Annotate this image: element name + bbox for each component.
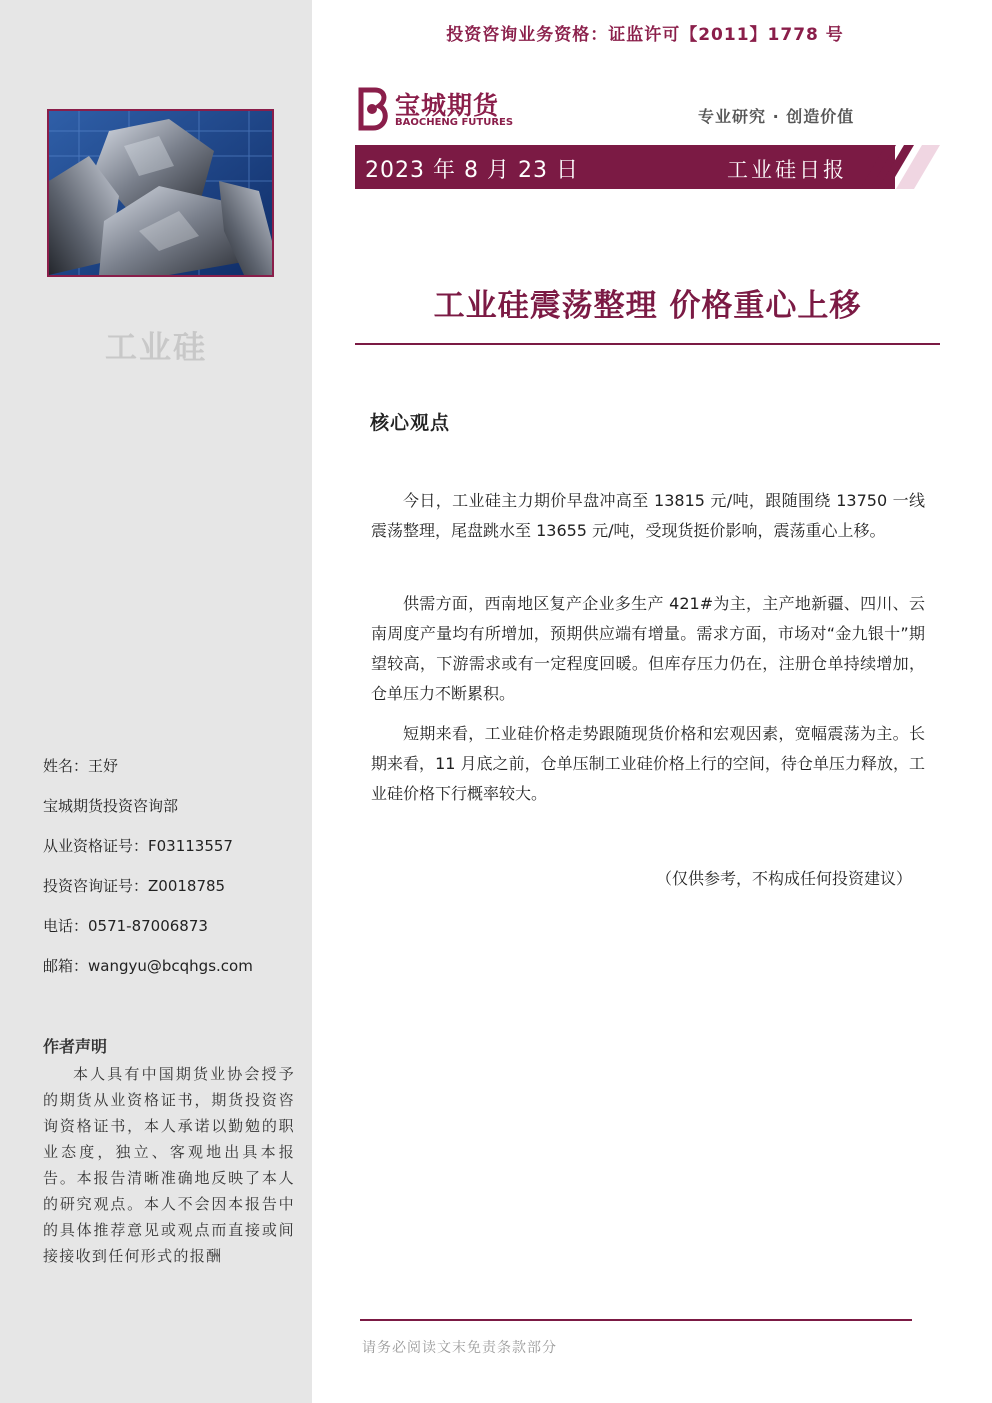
report-headline: 工业硅震荡整理 价格重心上移 [433,288,862,324]
silicon-product-image [47,109,274,277]
company-slogan: 专业研究 · 创造价值 [698,107,855,126]
logo-english-name: BAOCHENG FUTURES [395,117,514,128]
date-banner [355,145,895,189]
report-type: 工业硅日报 [727,158,847,182]
analyst-email[interactable]: 邮箱：wangyu@bcqhgs.com [43,957,253,975]
practitioner-license: 从业资格证号：F03113557 [43,837,233,855]
footer-divider [360,1319,912,1321]
banner-stripes-decoration [860,145,940,189]
paragraph-outlook: 短期来看，工业硅价格走势跟随现货价格和宏观因素，宽幅震荡为主。长期来看，11 月底之前，仓单压制工业硅价格上行的空间，待仓单压力释放，工业硅价格下行概率较大。 [371,724,925,803]
product-title: 工业硅 [104,328,207,366]
declaration-body: 本人具有中国期货业协会授予的期货从业资格证书，期货投资咨询资格证书，本人承诺以勤勉的职业态度，独立、客观地出具本报告。本报告清晰准确地反映了本人的研究观点。本人不会因本报告中的具体推荐意见或观点而直接或间接接收到任何形式的报酬 [43,1065,295,1265]
analyst-contact [43,754,253,994]
analyst-name: 姓名：王妤 [43,757,119,775]
license-statement: 投资咨询业务资格：证监许可【2011】1778 号 [446,25,844,45]
baocheng-logo-icon [355,86,391,132]
company-logo [355,86,525,134]
silicon-rocks-illustration [49,111,272,275]
analyst-department: 宝城期货投资咨询部 [43,797,179,815]
investment-disclaimer: （仅供参考，不构成任何投资建议） [656,869,913,888]
paragraph-supply-demand: 供需方面，西南地区复产企业多生产 421#为主，主产地新疆、四川、云南周度产量均有所增加，预期供应端有增量。需求方面，市场对“金九银十”期望较高，下游需求或有一定程度回暖。但库存压力仍在，注册仓单持续增加，仓单压力不断累积。 [371,594,925,703]
headline-divider [355,343,940,345]
sidebar [0,0,312,1403]
logo-chinese-name: 宝城期货 [395,91,500,120]
declaration-heading: 作者声明 [43,1037,108,1056]
consulting-license: 投资咨询证号：Z0018785 [43,877,226,895]
core-view-heading: 核心观点 [370,412,451,434]
analyst-phone: 电话：0571-87006873 [43,917,208,935]
footer-notice: 请务必阅读文末免责条款部分 [362,1340,557,1356]
paragraph-price-action: 今日，工业硅主力期价早盘冲高至 13815 元/吨，跟随围绕 13750 一线震荡整理，尾盘跳水至 13655 元/吨，受现货挺价影响，震荡重心上移。 [371,491,925,540]
report-date: 2023 年 8 月 23 日 [365,158,579,183]
